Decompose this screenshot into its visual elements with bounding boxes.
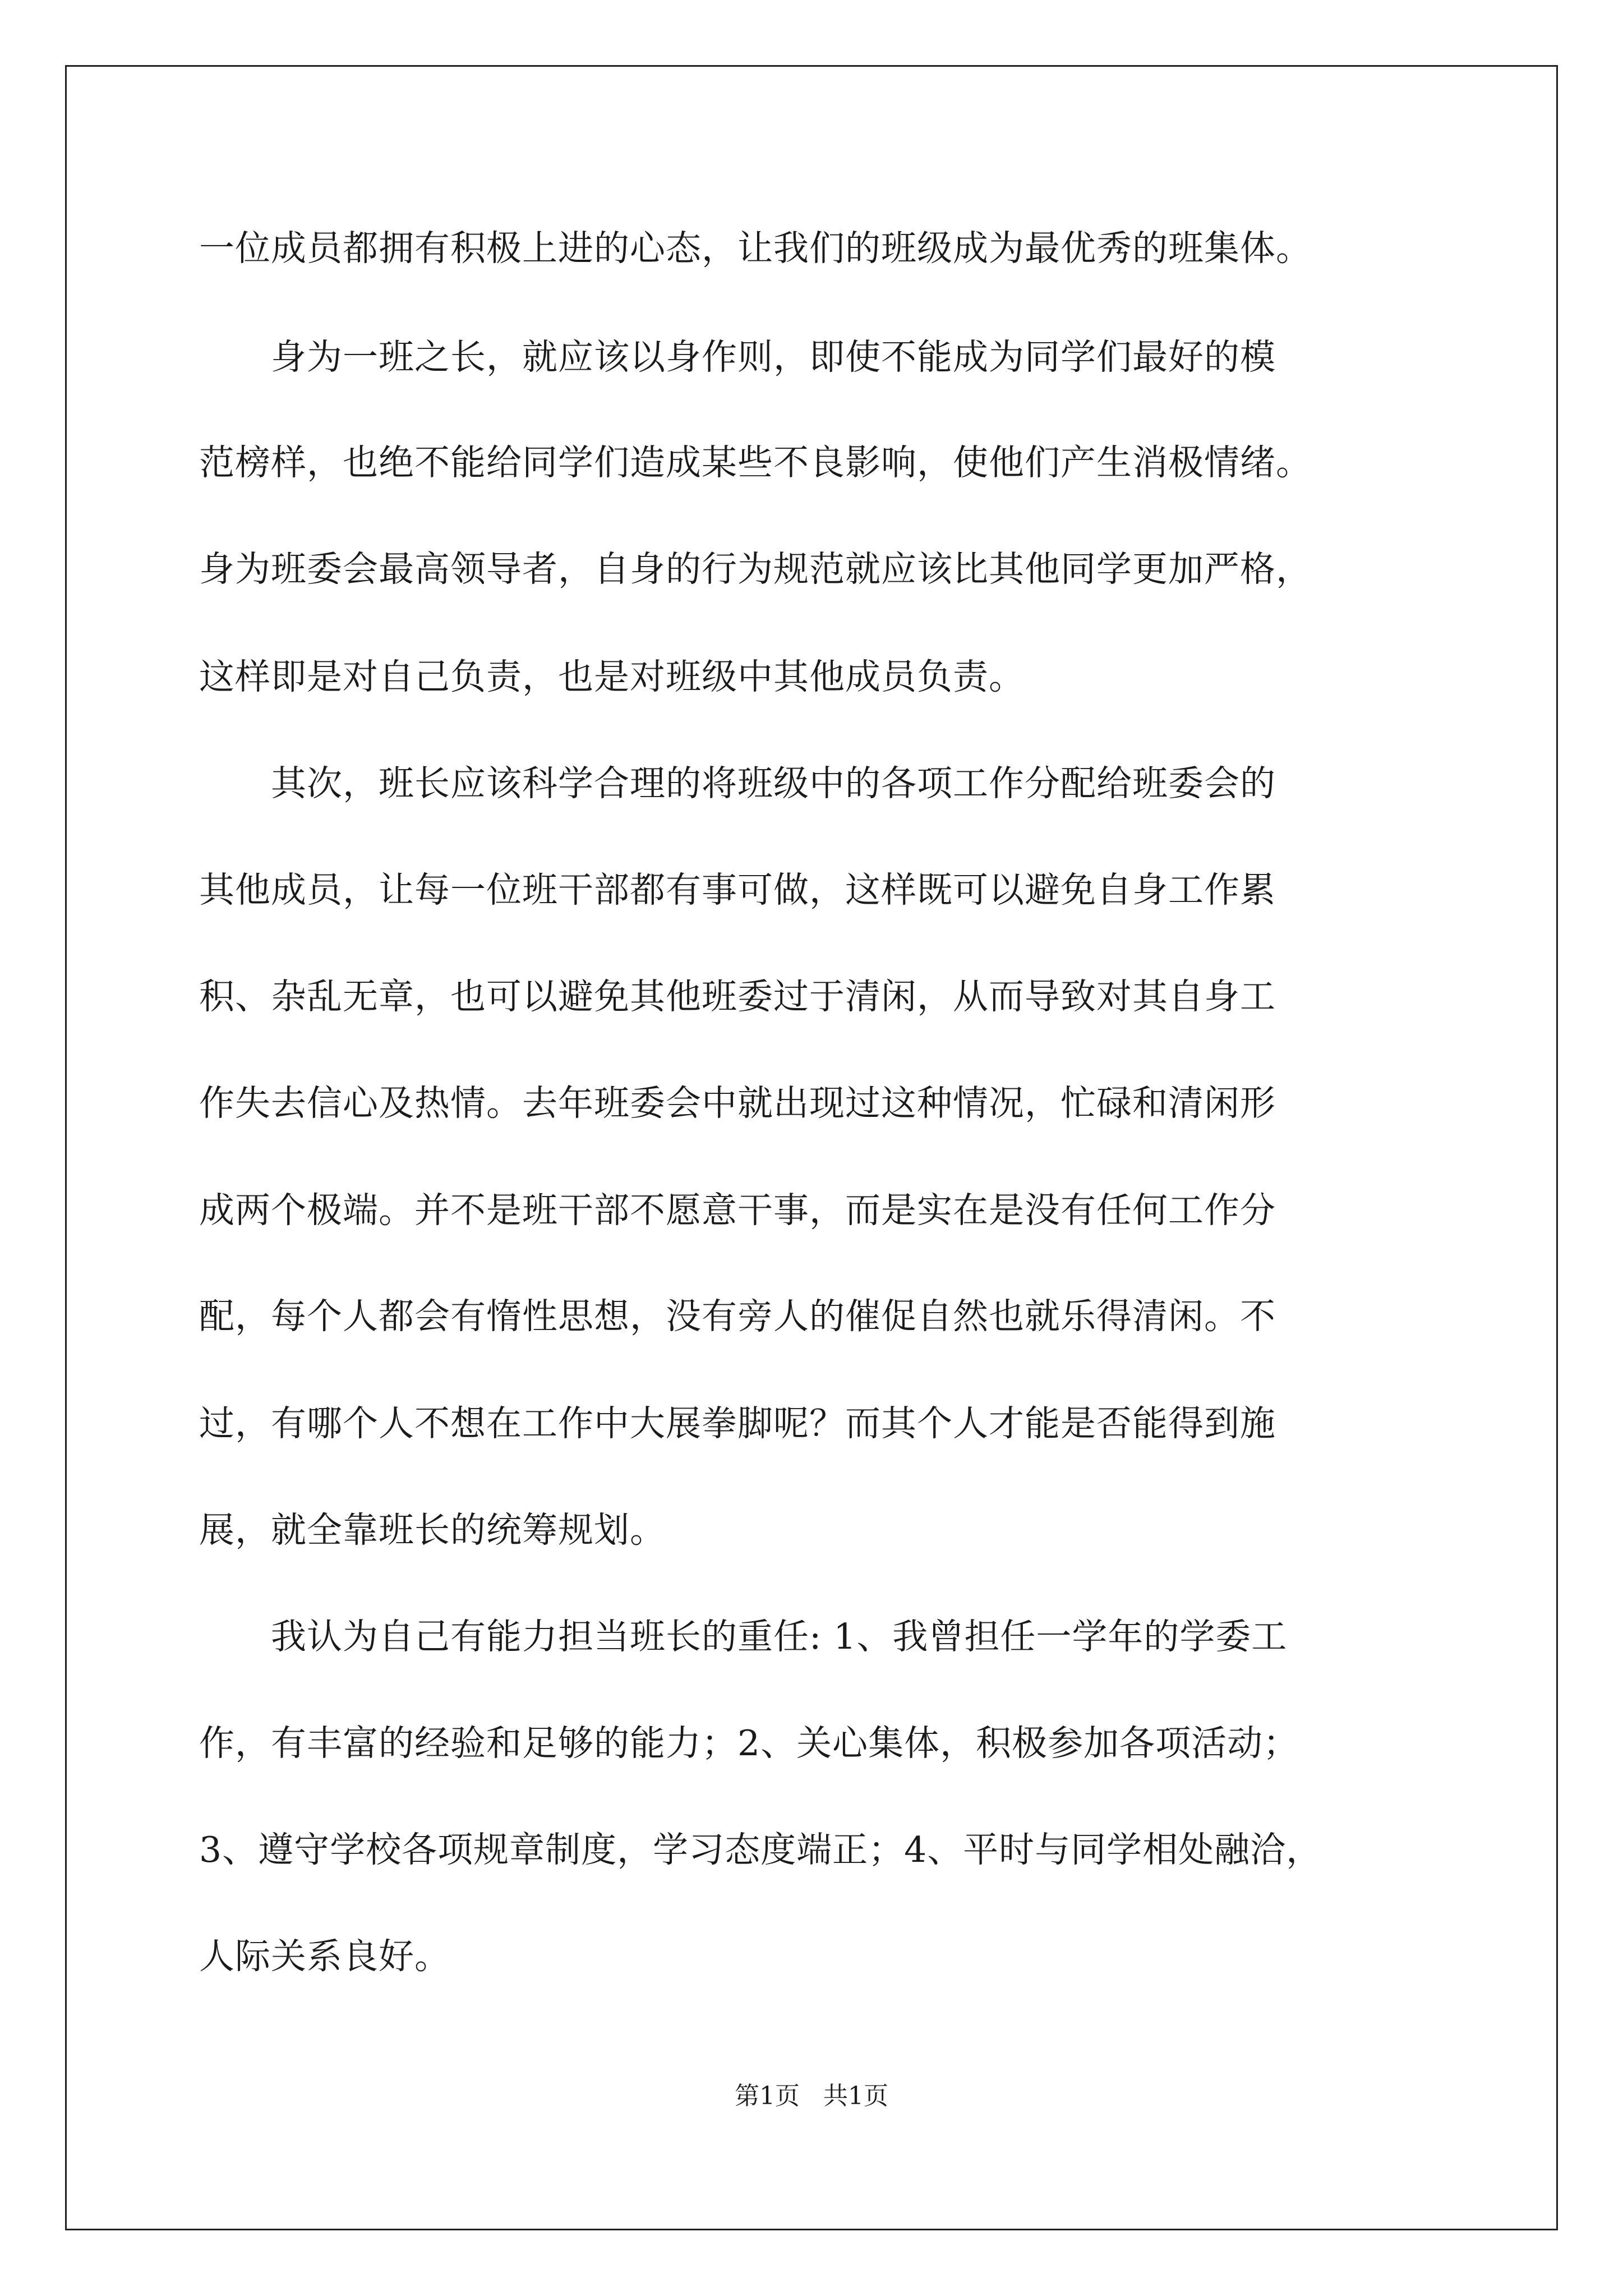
text-line: 配，每个人都会有惰性思想，没有旁人的催促自然也就乐得清闲。不 <box>199 1296 1276 1337</box>
text-line: 展，就全靠班长的统筹规划。 <box>199 1510 666 1550</box>
text-line: 3、遵守学校各项规章制度，学习态度端正；4、平时与同学相处融洽， <box>199 1829 1322 1870</box>
page-number-footer: 第1页 共1页 <box>735 2082 888 2110</box>
text-line: 这样即是对自己负责，也是对班级中其他成员负责。 <box>199 656 1025 697</box>
text-line: 成两个极端。并不是班干部不愿意干事，而是实在是没有任何工作分 <box>199 1190 1276 1231</box>
text-line: 身为一班之长，就应该以身作则，即使不能成为同学们最好的模 <box>199 337 1276 378</box>
text-line: 作失去信心及热情。去年班委会中就出现过这种情况，忙碌和清闲形 <box>199 1083 1276 1124</box>
text-line: 身为班委会最高领导者，自身的行为规范就应该比其他同学更加严格， <box>199 549 1312 590</box>
text-line: 作，有丰富的经验和足够的能力；2、关心集体，积极参加各项活动； <box>199 1723 1299 1764</box>
text-line: 一位成员都拥有积极上进的心态，让我们的班级成为最优秀的班集体。 <box>199 228 1312 269</box>
page-border <box>65 65 1558 2230</box>
text-line: 过，有哪个人不想在工作中大展拳脚呢？而其个人才能是否能得到施 <box>199 1403 1276 1444</box>
text-line: 其他成员，让每一位班干部都有事可做，这样既可以避免自身工作累 <box>199 869 1276 910</box>
text-line: 人际关系良好。 <box>199 1936 450 1977</box>
text-line: 其次，班长应该科学合理的将班级中的各项工作分配给班委会的 <box>199 763 1276 804</box>
text-line: 积、杂乱无章，也可以避免其他班委过于清闲，从而导致对其自身工 <box>199 976 1276 1017</box>
text-line: 我认为自己有能力担当班长的重任: 1、我曾担任一学年的学委工 <box>199 1616 1288 1657</box>
text-line: 范榜样，也绝不能给同学们造成某些不良影响，使他们产生消极情绪。 <box>199 442 1312 483</box>
